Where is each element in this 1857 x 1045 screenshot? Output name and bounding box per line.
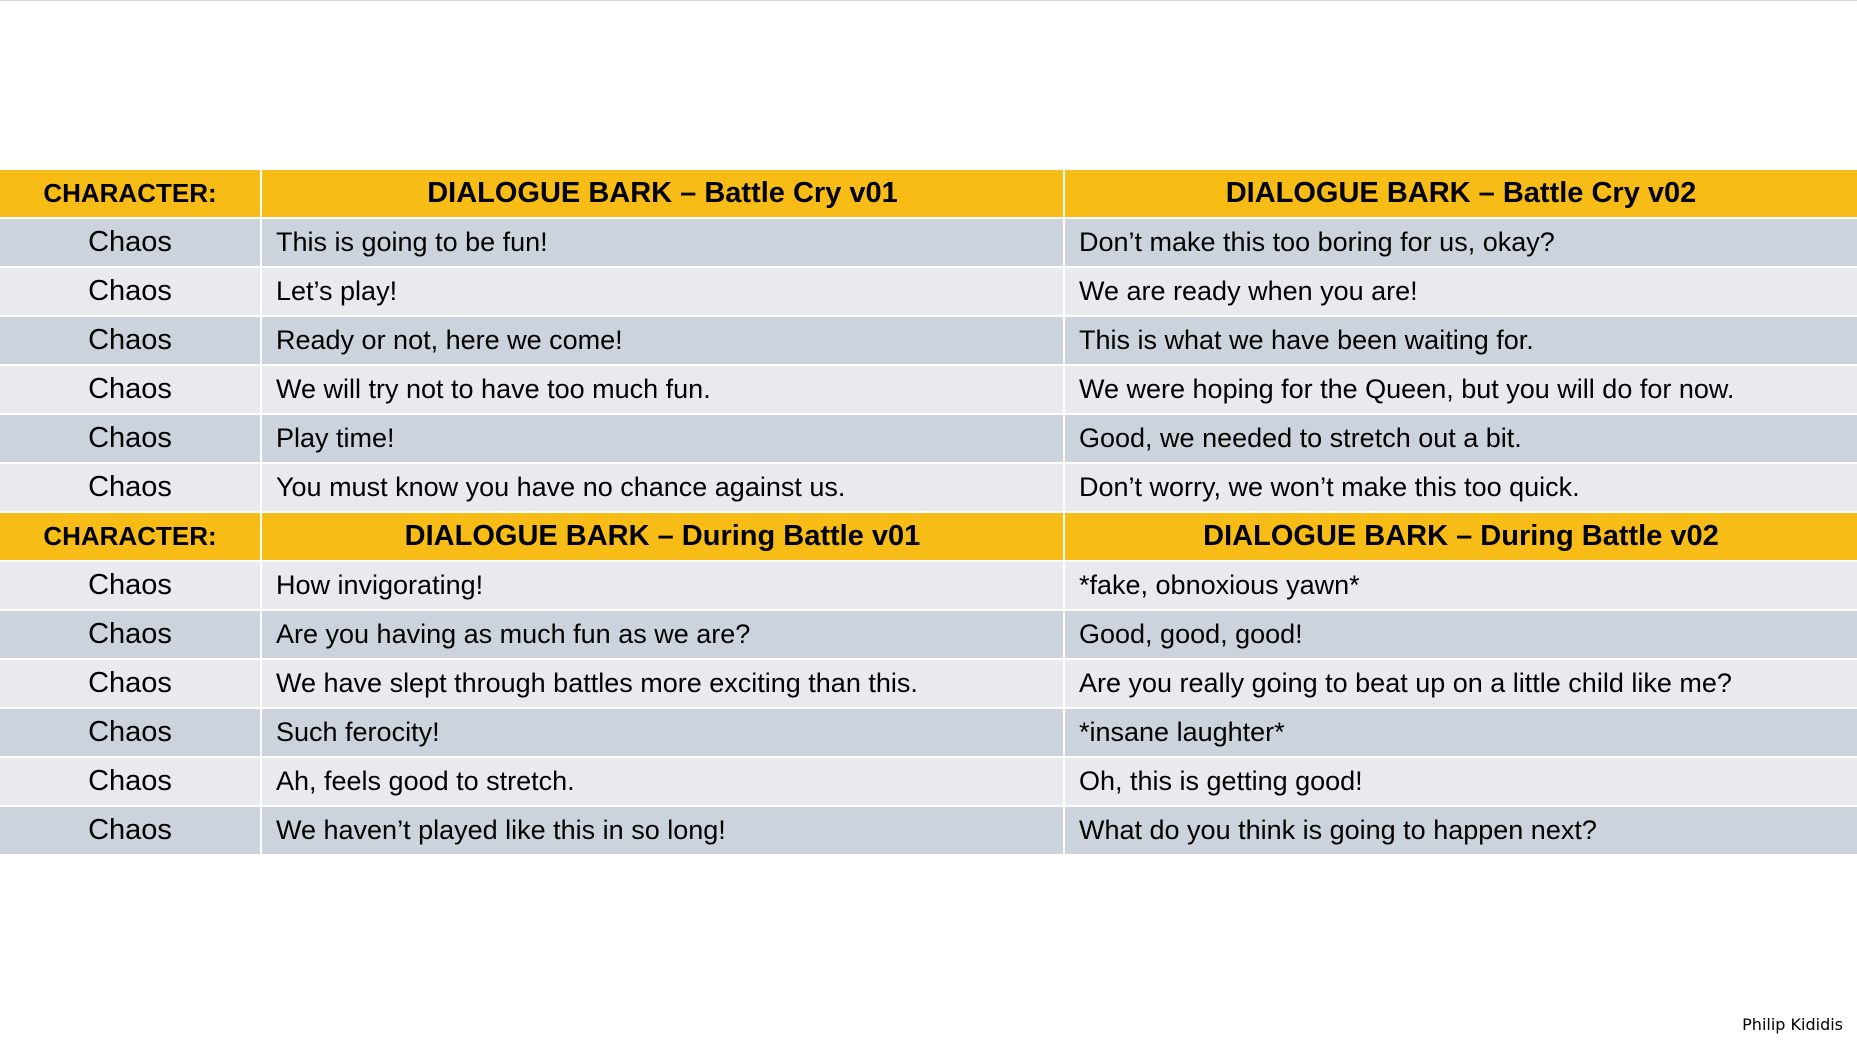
bark-v01: We will try not to have too much fun. — [262, 366, 1065, 415]
bark-v01: We haven’t played like this in so long! — [262, 807, 1065, 856]
character-name: Chaos — [0, 807, 262, 856]
bark-v01: Ready or not, here we come! — [262, 317, 1065, 366]
bark-v01: Ah, feels good to stretch. — [262, 758, 1065, 807]
during-battle-v01-header: DIALOGUE BARK – During Battle v01 — [262, 513, 1065, 562]
character-name: Chaos — [0, 611, 262, 660]
character-name: Chaos — [0, 758, 262, 807]
character-name: Chaos — [0, 219, 262, 268]
bark-v01: This is going to be fun! — [262, 219, 1065, 268]
character-name: Chaos — [0, 415, 262, 464]
bark-v02: Don’t worry, we won’t make this too quick. — [1065, 464, 1857, 513]
battle-cry-v01-header: DIALOGUE BARK – Battle Cry v01 — [262, 170, 1065, 219]
character-name: Chaos — [0, 562, 262, 611]
bark-v01: Let’s play! — [262, 268, 1065, 317]
bark-v02: Are you really going to beat up on a little child like me? — [1065, 660, 1857, 709]
bark-v01: Are you having as much fun as we are? — [262, 611, 1065, 660]
bark-v02: We were hoping for the Queen, but you will do for now. — [1065, 366, 1857, 415]
during-battle-v02-header: DIALOGUE BARK – During Battle v02 — [1065, 513, 1857, 562]
character-name: Chaos — [0, 268, 262, 317]
bark-v02: We are ready when you are! — [1065, 268, 1857, 317]
bark-v02: Good, we needed to stretch out a bit. — [1065, 415, 1857, 464]
character-name: Chaos — [0, 366, 262, 415]
bark-v02: *fake, obnoxious yawn* — [1065, 562, 1857, 611]
character-name: Chaos — [0, 464, 262, 513]
bark-v01: How invigorating! — [262, 562, 1065, 611]
top-rule — [0, 0, 1857, 1]
bark-v01: You must know you have no chance against us. — [262, 464, 1065, 513]
bark-v02: Don’t make this too boring for us, okay? — [1065, 219, 1857, 268]
author-credit: Philip Kididis — [1742, 1015, 1843, 1034]
battle-cry-v02-header: DIALOGUE BARK – Battle Cry v02 — [1065, 170, 1857, 219]
bark-v02: What do you think is going to happen next? — [1065, 807, 1857, 856]
bark-v02: This is what we have been waiting for. — [1065, 317, 1857, 366]
bark-v02: Good, good, good! — [1065, 611, 1857, 660]
character-name: Chaos — [0, 660, 262, 709]
dialogue-table — [0, 170, 1857, 858]
bark-v01: We have slept through battles more exciting than this. — [262, 660, 1065, 709]
bark-v02: Oh, this is getting good! — [1065, 758, 1857, 807]
character-name: Chaos — [0, 709, 262, 758]
bark-v01: Play time! — [262, 415, 1065, 464]
character-name: Chaos — [0, 317, 262, 366]
character-column-header: CHARACTER: — [0, 513, 262, 562]
bark-v02: *insane laughter* — [1065, 709, 1857, 758]
character-column-header: CHARACTER: — [0, 170, 262, 219]
bark-v01: Such ferocity! — [262, 709, 1065, 758]
